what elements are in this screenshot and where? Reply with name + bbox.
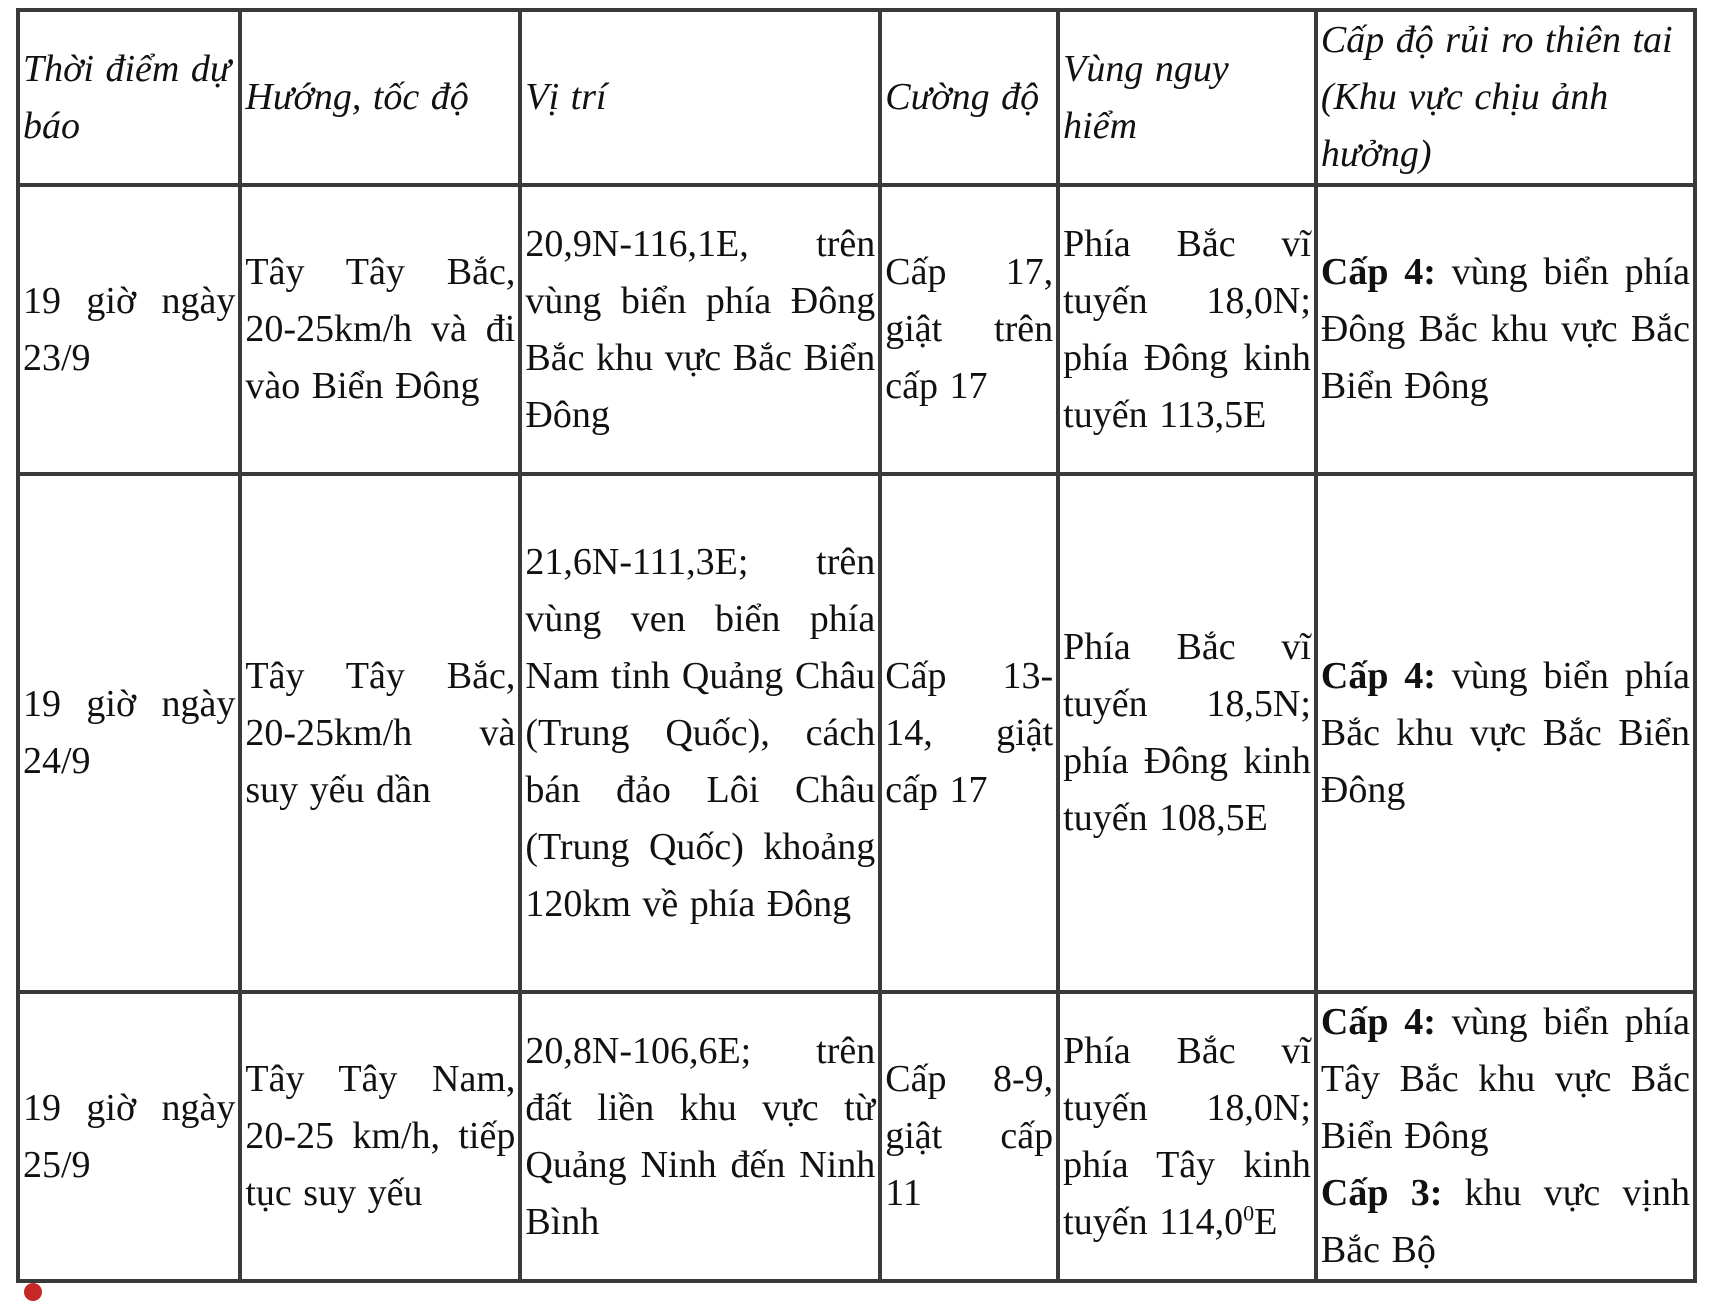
header-danger-zone: Vùng nguy hiểm (1058, 10, 1316, 185)
header-intensity: Cường độ (880, 10, 1058, 185)
risk-entry (1321, 244, 1690, 415)
cell-direction: Tây Tây Bắc, 20-25km/h và đi vào Biển Đông (240, 185, 520, 474)
cell-direction: Tây Tây Bắc, 20-25km/h và suy yếu dần (240, 474, 520, 992)
header-risk-level: Cấp độ rủi ro thiên tai (Khu vực chịu ảnh hưởng) (1316, 10, 1695, 185)
cell-time: 19 giờ ngày 23/9 (18, 185, 240, 474)
table-row (18, 992, 1695, 1281)
table-row (18, 474, 1695, 992)
cell-intensity: Cấp 8-9, giật cấp 11 (880, 992, 1058, 1281)
cell-time: 19 giờ ngày 24/9 (18, 474, 240, 992)
header-direction: Hướng, tốc độ (240, 10, 520, 185)
cell-position: 20,9N-116,1E, trên vùng biển phía Đông Bắc khu vực Bắc Biển Đông (520, 185, 880, 474)
risk-entry (1321, 994, 1690, 1165)
cell-danger-zone: Phía Bắc vĩ tuyến 18,5N; phía Đông kinh tuyến 108,5E (1058, 474, 1316, 992)
cell-risk-level (1316, 185, 1695, 474)
cell-time: 19 giờ ngày 25/9 (18, 992, 240, 1281)
header-position: Vị trí (520, 10, 880, 185)
risk-entry (1321, 1165, 1690, 1279)
cell-position: 20,8N-106,6E; trên đất liền khu vực từ Quảng Ninh đến Ninh Bình (520, 992, 880, 1281)
cell-position: 21,6N-111,3E; trên vùng ven biển phía Nam tỉnh Quảng Châu (Trung Quốc), cách bán đảo Lôi Châu (Trung Quốc) khoảng 120km về phía Đông (520, 474, 880, 992)
cell-danger-zone: Phía Bắc vĩ tuyến 18,0N; phía Đông kinh tuyến 113,5E (1058, 185, 1316, 474)
cell-direction: Tây Tây Nam, 20-25 km/h, tiếp tục suy yếu (240, 992, 520, 1281)
risk-area-text: vùng biển phía Bắc khu vực Bắc Biển Đông (1320, 654, 1690, 811)
bullet-dot-icon (24, 1283, 42, 1301)
risk-area-text: vùng biển phía Đông Bắc khu vực Bắc Biển Đông (1320, 251, 1690, 407)
forecast-table (16, 8, 1697, 1283)
risk-level-label: Cấp 3: (1320, 1172, 1443, 1214)
danger-zone-unit: E (1254, 1200, 1278, 1243)
risk-area-text: khu vực vịnh Bắc Bộ (1320, 1172, 1690, 1271)
danger-zone-text: Phía Bắc vĩ tuyến 18,0N; phía Tây kinh tuyến 114,0 (1063, 1029, 1311, 1243)
header-time: Thời điểm dự báo (18, 10, 240, 185)
cell-danger-zone (1058, 992, 1316, 1281)
risk-level-label: Cấp 4: (1320, 1001, 1436, 1043)
risk-level-label: Cấp 4: (1320, 654, 1436, 697)
cell-risk-level (1316, 992, 1695, 1281)
cell-risk-level (1316, 474, 1695, 992)
cell-intensity: Cấp 17, giật trên cấp 17 (880, 185, 1058, 474)
cell-intensity: Cấp 13-14, giật cấp 17 (880, 474, 1058, 992)
risk-area-text: vùng biển phía Tây Bắc khu vực Bắc Biển Đông (1320, 1001, 1690, 1157)
table-header-row (18, 10, 1695, 185)
risk-entry (1321, 648, 1690, 819)
degree-superscript: 0 (1243, 1199, 1255, 1225)
risk-level-label: Cấp 4: (1320, 251, 1436, 293)
table-row (18, 185, 1695, 474)
